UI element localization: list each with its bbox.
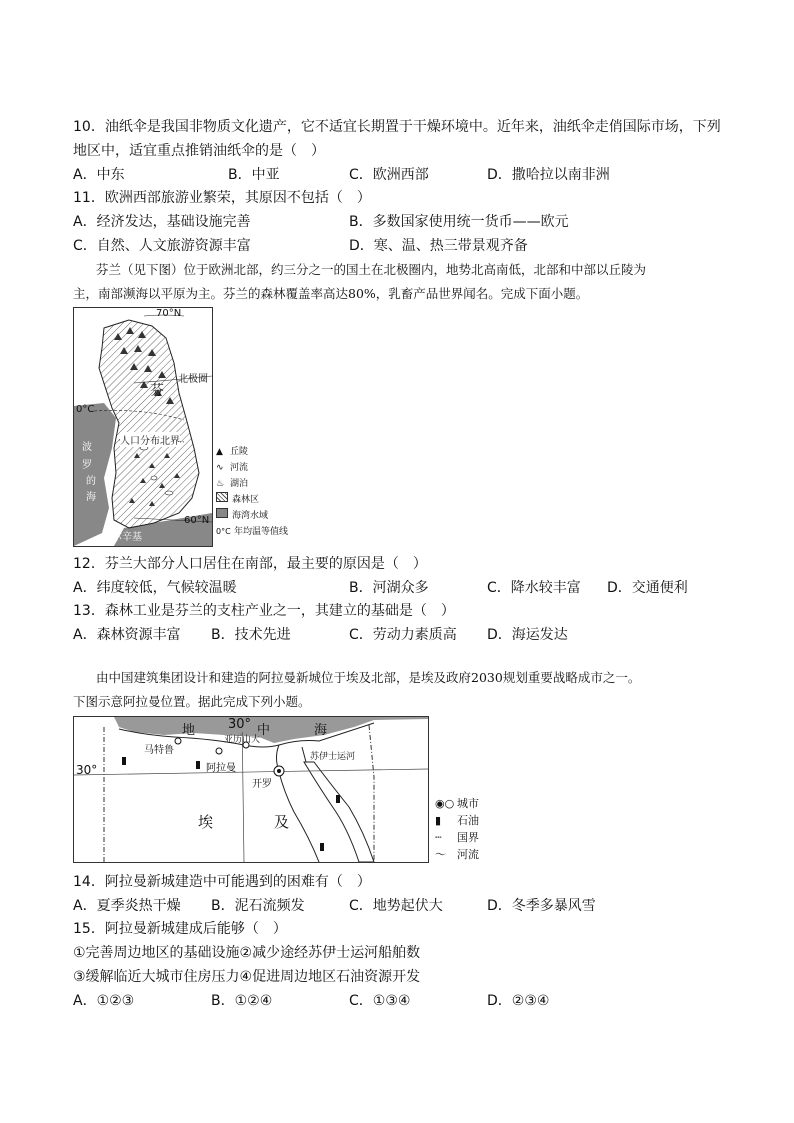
label-helsinki: 赫尔辛基	[102, 532, 142, 543]
red-sea	[304, 762, 374, 862]
label-population-limit: 人口分布北界	[120, 432, 180, 447]
city-icon: ◉○	[435, 797, 455, 810]
finland-map-drawing	[74, 308, 212, 546]
label-country-fen: 芬	[150, 383, 164, 399]
q15-options	[73, 991, 713, 1011]
label-alexandria: 亚历山大	[224, 735, 261, 745]
label-egypt-ai: 埃	[198, 813, 214, 831]
q14-option-b[interactable]: B．泥石流频发	[211, 898, 305, 914]
q13-option-c[interactable]: C．劳动力素质高	[349, 627, 457, 643]
parallel-30	[74, 769, 428, 775]
q11-options-row2	[73, 236, 713, 256]
egypt-intro-line2: 下图示意阿拉曼位置。据此完成下列小题。	[73, 694, 311, 709]
q13-options	[73, 625, 713, 645]
q15-items-line1: ①完善周边地区的基础设施②减少途经苏伊士运河船舶数	[73, 945, 421, 961]
label-sea-hai: 海	[314, 723, 328, 738]
oil-marker-2	[196, 761, 200, 769]
city-alamein-marker	[216, 748, 222, 754]
legend-hills: ▲ 丘陵	[216, 447, 249, 457]
suez-canal-line	[302, 747, 306, 762]
q13-stem: 13．森林工业是芬兰的支柱产业之一，其建立的基础是（ ）	[73, 603, 455, 619]
q12-stem: 12．芬兰大部分人口居住在南部，最主要的原因是（ ）	[73, 556, 427, 572]
label-60n: 60°N	[184, 515, 210, 526]
lake-icon: ♨	[216, 479, 225, 489]
label-cairo: 开罗	[252, 779, 272, 790]
forest-area-icon	[216, 492, 228, 502]
label-matruh: 马特鲁	[144, 745, 174, 756]
finland-intro-line2: 主，南部濒海以平原为主。芬兰的森林覆盖率高达80%，乳畜产品世界闻名。完成下面小题。	[73, 286, 589, 301]
legend-border: ┄ 国界	[435, 831, 479, 844]
legend-bay-water: 海湾水域	[216, 508, 268, 521]
q11-options-row1	[73, 212, 713, 232]
q10-option-a[interactable]: A．中东	[73, 167, 125, 183]
border-icon: ┄	[435, 831, 442, 844]
q12-option-c[interactable]: C．降水较丰富	[487, 580, 581, 596]
q12-options	[73, 578, 753, 598]
q11-option-a[interactable]: A．经济发达，基础设施完善	[73, 214, 251, 230]
q10-option-d[interactable]: D．撒哈拉以南非洲	[487, 167, 610, 183]
city-matruh-marker	[175, 738, 181, 744]
q15-option-a[interactable]: A．①②③	[73, 993, 135, 1009]
q14-option-a[interactable]: A．夏季炎热干燥	[73, 898, 181, 914]
finland-map	[73, 307, 213, 547]
label-arctic-circle: 北极圈	[178, 374, 208, 385]
finland-legend	[216, 444, 316, 544]
label-0c: 0°C	[76, 404, 95, 415]
label-sea-di: 地	[182, 723, 196, 738]
q11-option-d[interactable]: D．寒、温、热三带景观齐备	[349, 238, 528, 254]
water-area-icon	[216, 508, 228, 518]
q15-stem: 15．阿拉曼新城建成后能够（ ）	[73, 921, 287, 937]
q13-option-b[interactable]: B．技术先进	[211, 627, 291, 643]
q15-items-line2: ③缓解临近大城市住房压力④促进周边地区石油资源开发	[73, 969, 421, 985]
hill-icon: ▲	[216, 447, 223, 457]
label-sea-hai: 海	[86, 492, 96, 503]
label-sea-zhong: 中	[257, 723, 271, 738]
q11-option-b[interactable]: B．多数国家使用统一货币——欧元	[349, 214, 569, 230]
oil-marker-3	[336, 795, 340, 803]
q15-option-d[interactable]: D．②③④	[487, 993, 550, 1009]
q10-option-c[interactable]: C．欧洲西部	[349, 167, 429, 183]
oil-marker-4	[320, 843, 324, 851]
legend-lake: ♨ 湖泊	[216, 479, 249, 489]
q15-option-c[interactable]: C．①③④	[349, 993, 411, 1009]
finland-intro-line1: 芬兰（见下图）位于欧洲北部，约三分之一的国土在北极圈内，地势北高南低，北部和中部以丘陵为	[96, 262, 647, 277]
legend-river: ∿ 河流	[216, 463, 249, 473]
city-cairo-dot	[277, 769, 281, 773]
label-suez-canal: 苏伊士运河	[310, 752, 356, 762]
legend-river-egypt: 〜 河流	[435, 848, 479, 861]
label-70n: 70°N	[156, 308, 182, 319]
isotherm-icon: 0°C	[216, 527, 231, 536]
q10-option-b[interactable]: B．中亚	[228, 167, 280, 183]
q10-options	[73, 165, 713, 185]
q12-option-a[interactable]: A．纬度较低，气候较温暖	[73, 580, 237, 596]
oil-icon: ▮	[435, 814, 442, 827]
q11-stem: 11．欧洲西部旅游业繁荣，其原因不包括（ ）	[73, 190, 371, 206]
legend-forest: 森林区	[216, 492, 259, 505]
oil-marker-1	[122, 757, 126, 765]
legend-city: ◉○ 城市	[435, 797, 479, 810]
label-lat-30: 30°	[76, 763, 98, 777]
q14-option-d[interactable]: D．冬季多暴风雪	[487, 898, 596, 914]
q12-option-b[interactable]: B．河湖众多	[349, 580, 429, 596]
legend-oil: ▮ 石油	[435, 814, 479, 827]
label-egypt-ji: 及	[274, 813, 290, 831]
river-icon: 〜	[435, 848, 446, 861]
egypt-legend	[435, 795, 515, 865]
river-icon: ∿	[216, 463, 224, 473]
q14-options	[73, 896, 713, 916]
q13-option-a[interactable]: A．森林资源丰富	[73, 627, 181, 643]
label-sea-bo: 波	[82, 442, 92, 453]
q14-stem: 14．阿拉曼新城建造中可能遇到的困难有（ ）	[73, 874, 371, 890]
q10-stem-line1: 10．油纸伞是我国非物质文化遗产，它不适宜长期置于干燥环境中。近年来，油纸伞走俏国际市场，下列	[73, 119, 721, 135]
q13-option-d[interactable]: D．海运发达	[487, 627, 568, 643]
label-sea-luo: 罗	[82, 460, 92, 471]
q14-option-c[interactable]: C．地势起伏大	[349, 898, 443, 914]
q12-option-d[interactable]: D．交通便利	[607, 580, 688, 596]
q15-option-b[interactable]: B．①②④	[211, 993, 273, 1009]
label-lon-30: 30°	[228, 717, 252, 732]
label-alamein: 阿拉曼	[206, 763, 236, 774]
border-east	[369, 725, 374, 862]
q10-stem-line2: 地区中，适宜重点推销油纸伞的是（ ）	[73, 143, 325, 159]
egypt-map	[73, 716, 429, 863]
egypt-intro-line1: 由中国建筑集团设计和建造的阿拉曼新城位于埃及北部，是埃及政府2030规划重要战略成市之一。	[96, 670, 641, 685]
mediterranean-sea	[114, 717, 428, 743]
q11-option-c[interactable]: C．自然、人文旅游资源丰富	[73, 238, 251, 254]
label-sea-de: 的	[86, 476, 96, 487]
legend-isotherm: 0°C 年均温等值线	[216, 527, 289, 537]
